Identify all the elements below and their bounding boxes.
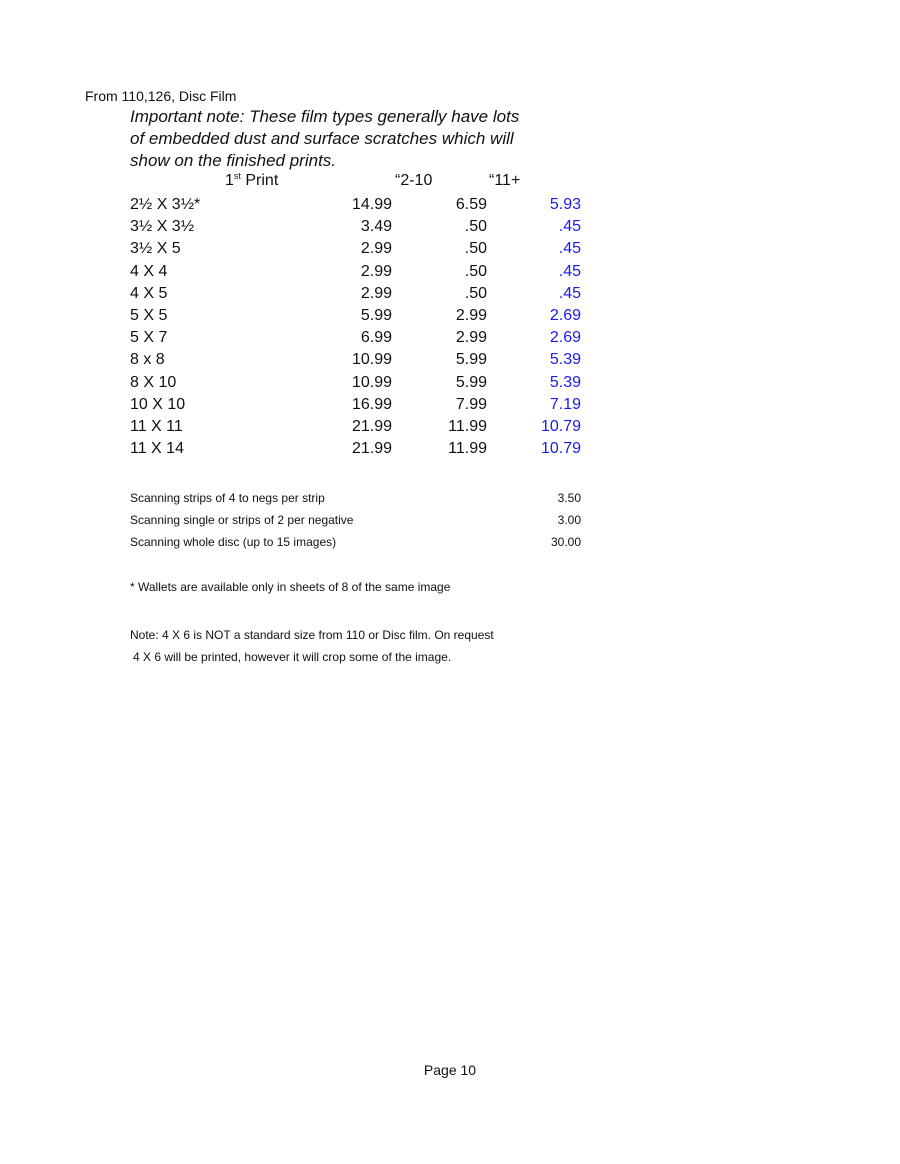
- first-print-price: 10.99: [351, 351, 392, 369]
- table-row: [0, 394, 900, 416]
- note-line: show on the finished prints.: [130, 151, 337, 170]
- price-11-plus: 7.19: [549, 395, 581, 413]
- price-11-plus: .45: [558, 218, 581, 236]
- price-11-plus: .45: [558, 240, 581, 258]
- price-2-10: 6.59: [455, 196, 487, 213]
- price-11-plus: 2.69: [549, 306, 581, 324]
- table-header: [0, 172, 900, 194]
- header-11-plus: “11+: [489, 172, 521, 189]
- header-first-num: 1: [225, 172, 234, 189]
- price-11-plus: .45: [558, 284, 581, 302]
- first-print-price: 16.99: [351, 395, 392, 413]
- size-cell: 2½ X 3½*: [130, 196, 201, 213]
- page-number: Page 10: [423, 1062, 477, 1078]
- table-row: [0, 194, 900, 216]
- table-row: [0, 349, 900, 371]
- size-note-line: 4 X 6 will be printed, however it will crop some of the image.: [133, 650, 452, 664]
- size-cell: 8 X 10: [130, 373, 177, 391]
- table-row: [0, 372, 900, 394]
- scan-price: 3.50: [557, 491, 581, 505]
- price-11-plus: 10.79: [540, 440, 581, 458]
- scan-price: 30.00: [550, 535, 581, 549]
- first-print-price: 2.99: [360, 262, 392, 280]
- price-2-10: 11.99: [448, 417, 487, 435]
- table-row: [0, 238, 900, 260]
- first-print-price: 21.99: [351, 440, 392, 458]
- size-cell: 4 X 5: [130, 284, 168, 302]
- first-print-price: 2.99: [360, 284, 392, 302]
- header-2-10: “2-10: [395, 172, 433, 189]
- size-cell: 8 x 8: [130, 351, 165, 369]
- page-title: From 110,126, Disc Film: [85, 88, 237, 104]
- size-cell: 11 X 14: [130, 440, 184, 458]
- price-2-10: 7.99: [455, 395, 487, 413]
- price-11-plus: 5.39: [549, 351, 581, 369]
- first-print-price: 21.99: [351, 417, 392, 435]
- first-print-price: 10.99: [351, 373, 392, 391]
- price-2-10: .50: [464, 262, 487, 280]
- size-cell: 5 X 7: [130, 329, 168, 347]
- header-first-sup: st: [233, 171, 241, 181]
- table-row: [0, 283, 900, 305]
- price-11-plus: 10.79: [540, 417, 581, 435]
- price-2-10: 2.99: [455, 306, 487, 324]
- scanning-prices: [0, 488, 900, 554]
- table-row: [0, 327, 900, 349]
- list-item: [0, 488, 900, 510]
- wallets-footnote: * Wallets are available only in sheets of 8 of the same image: [130, 580, 451, 594]
- price-2-10: .50: [464, 284, 487, 302]
- size-note-line: Note: 4 X 6 is NOT a standard size from 110 or Disc film. On request: [130, 628, 494, 642]
- price-2-10: 5.99: [455, 373, 487, 391]
- price-11-plus: 2.69: [549, 329, 581, 347]
- price-11-plus: 5.39: [549, 373, 581, 391]
- size-cell: 11 X 11: [130, 417, 183, 435]
- scan-label: Scanning whole disc (up to 15 images): [130, 535, 337, 549]
- table-row: [0, 305, 900, 327]
- first-print-price: 6.99: [360, 329, 392, 347]
- size-cell: 3½ X 5: [130, 240, 181, 258]
- header-first-print: [225, 172, 278, 190]
- first-print-price: 2.99: [360, 240, 392, 258]
- size-cell: 5 X 5: [130, 306, 168, 324]
- scan-label: Scanning strips of 4 to negs per strip: [130, 491, 325, 505]
- first-print-price: 14.99: [351, 196, 392, 213]
- first-print-price: 3.49: [360, 218, 392, 236]
- price-2-10: .50: [464, 240, 487, 258]
- size-footnote: [130, 624, 494, 668]
- table-row: [0, 216, 900, 238]
- price-2-10: 2.99: [455, 329, 487, 347]
- first-print-price: 5.99: [360, 306, 392, 324]
- size-cell: 4 X 4: [130, 262, 168, 280]
- table-row: [0, 261, 900, 283]
- note-line: Important note: These film types generally have lots: [130, 107, 520, 126]
- scan-label: Scanning single or strips of 2 per negative: [130, 513, 354, 527]
- important-note: [130, 106, 550, 172]
- price-2-10: .50: [464, 218, 487, 236]
- price-table: [0, 194, 900, 460]
- price-2-10: 5.99: [455, 351, 487, 369]
- list-item: [0, 532, 900, 554]
- scan-price: 3.00: [557, 513, 581, 527]
- table-row: [0, 416, 900, 438]
- table-row: [0, 438, 900, 460]
- price-11-plus: 5.93: [549, 196, 581, 213]
- list-item: [0, 510, 900, 532]
- header-first-word: Print: [240, 172, 279, 189]
- size-cell: 3½ X 3½: [130, 218, 195, 236]
- size-cell: 10 X 10: [130, 395, 186, 413]
- price-11-plus: .45: [558, 262, 581, 280]
- note-line: of embedded dust and surface scratches which will: [130, 129, 514, 148]
- price-2-10: 11.99: [448, 440, 487, 458]
